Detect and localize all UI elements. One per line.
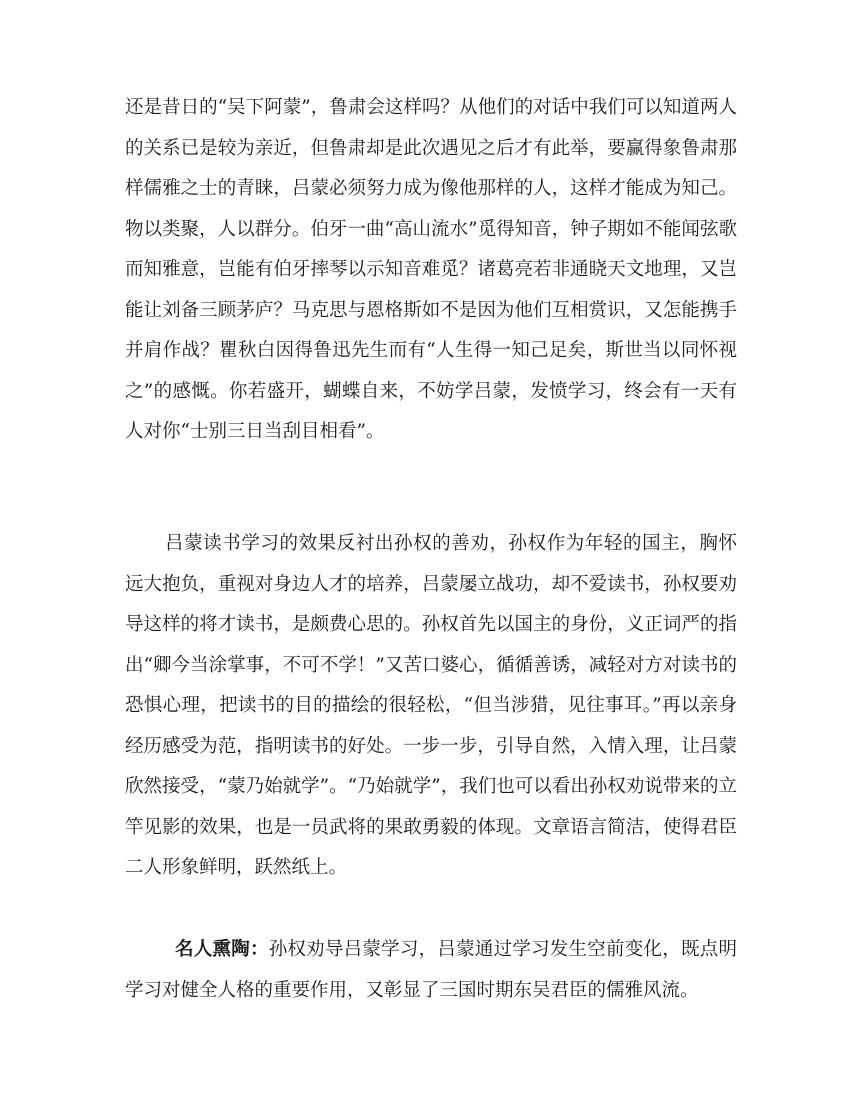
paragraph-body: 孙权劝导吕蒙学习，吕蒙通过学习发生空前变化，既点明学习对健全人格的重要作用，又彰显了三国时期东吴君臣的儒雅风流。 (125, 939, 737, 1001)
section-label: 名人熏陶： (175, 939, 269, 960)
paragraph-lv-meng-analogy: 还是昔日的“吴下阿蒙”，鲁肃会这样吗？从他们的对话中我们可以知道两人的关系已是较为亲近，但鲁肃却是此次遇见之后才有此举，要赢得象鲁肃那样儒雅之士的青睐，吕蒙必须努力成为像他那样的人，这样才能成为知己。物以类聚，人以群分。伯牙一曲“高山流水”觅得知音，钟子期如不能闻弦歌而知雅意，岂能有伯牙摔琴以示知音难觅？诸葛亮若非通晓天文地理，又岂能让刘备三顾茅庐？马克思与恩格斯如不是因为他们互相赏识，又怎能携手并肩作战？瞿秋白因得鲁迅先生而有“人生得一知己足矣，斯世当以同怀视之”的感慨。你若盛开，蝴蝶自来，不妨学吕蒙，发愤学习，终会有一天有人对你“士别三日当刮目相看”。 (125, 97, 737, 442)
paragraph-celebrity-influence (125, 930, 737, 1011)
paragraph-sun-quan-persuasion: 吕蒙读书学习的效果反衬出孙权的善劝，孙权作为年轻的国主，胸怀远大抱负，重视对身边人才的培养，吕蒙屡立战功，却不爱读书，孙权要劝导这样的将才读书，是颇费心思的。孙权首先以国主的身份，义正词严的指出“卿今当涂掌事，不可不学！”又苦口婆心，循循善诱，减轻对方对读书的恐惧心理，把读书的目的描绘的很轻松，“但当涉猎，见往事耳。”再以亲身经历感受为范，指明读书的好处。一步一步，引导自然，入情入理，让吕蒙欣然接受，“蒙乃始就学”。“乃始就学”，我们也可以看出孙权劝说带来的立竿见影的效果，也是一员武将的果敢勇毅的体现。文章语言简洁，使得君臣二人形象鲜明，跃然纸上。 (125, 533, 737, 878)
